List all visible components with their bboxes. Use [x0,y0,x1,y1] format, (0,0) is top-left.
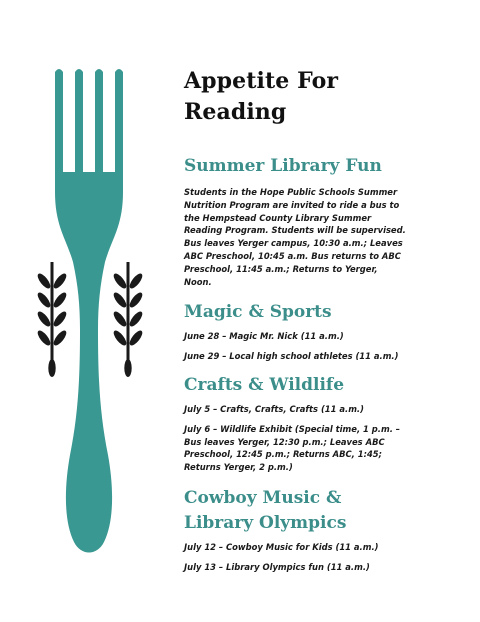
fork-illustration [0,0,180,622]
event-june-29: June 29 – Local high school athletes (11 a.m.) [184,351,399,362]
fork-icon [55,69,123,553]
section-heading-crafts-wildlife: Crafts & Wildlife [184,374,345,395]
right-sprig-icon [112,262,144,377]
section-heading-summer-library-fun: Summer Library Fun [184,156,382,176]
section-heading-cowboy-music-library-olympics: Cowboy Music & Library Olympics [184,487,347,533]
event-july-13: July 13 – Library Olympics fun (11 a.m.) [184,561,370,572]
flyer-content [184,66,406,574]
section-heading-magic-sports: Magic & Sports [184,302,332,323]
event-july-5: July 5 – Crafts, Crafts, Crafts (11 a.m.) [184,403,364,414]
title-line-2: Reading [184,99,287,125]
summer-program-description: Students in the Hope Public Schools Summer Nutrition Program are invited to ride a bus to the Hempstead County Library Summer Reading Program. Students will be supervised. Bus leaves Yerger campus, 10:30 a.m.; Leaves ABC Preschool, 10:45 a.m. Bus returns to ABC Preschool, 11:45 a.m.; Returns to Yerger, Noon. [184,187,406,287]
title-line-1: Appetite For [184,68,339,94]
page-title [184,66,406,128]
event-july-6: July 6 – Wildlife Exhibit (Special time, 1 p.m. – Bus leaves Yerger, 12:30 p.m.; Leaves ABC Preschool, 12:45 p.m.; Returns ABC, 1:45; Returns Yerger, 2 p.m.) [184,423,400,473]
event-june-28: June 28 – Magic Mr. Nick (11 a.m.) [184,331,344,342]
event-july-12: July 12 – Cowboy Music for Kids (11 a.m.) [184,541,379,552]
left-sprig-icon [36,262,68,377]
